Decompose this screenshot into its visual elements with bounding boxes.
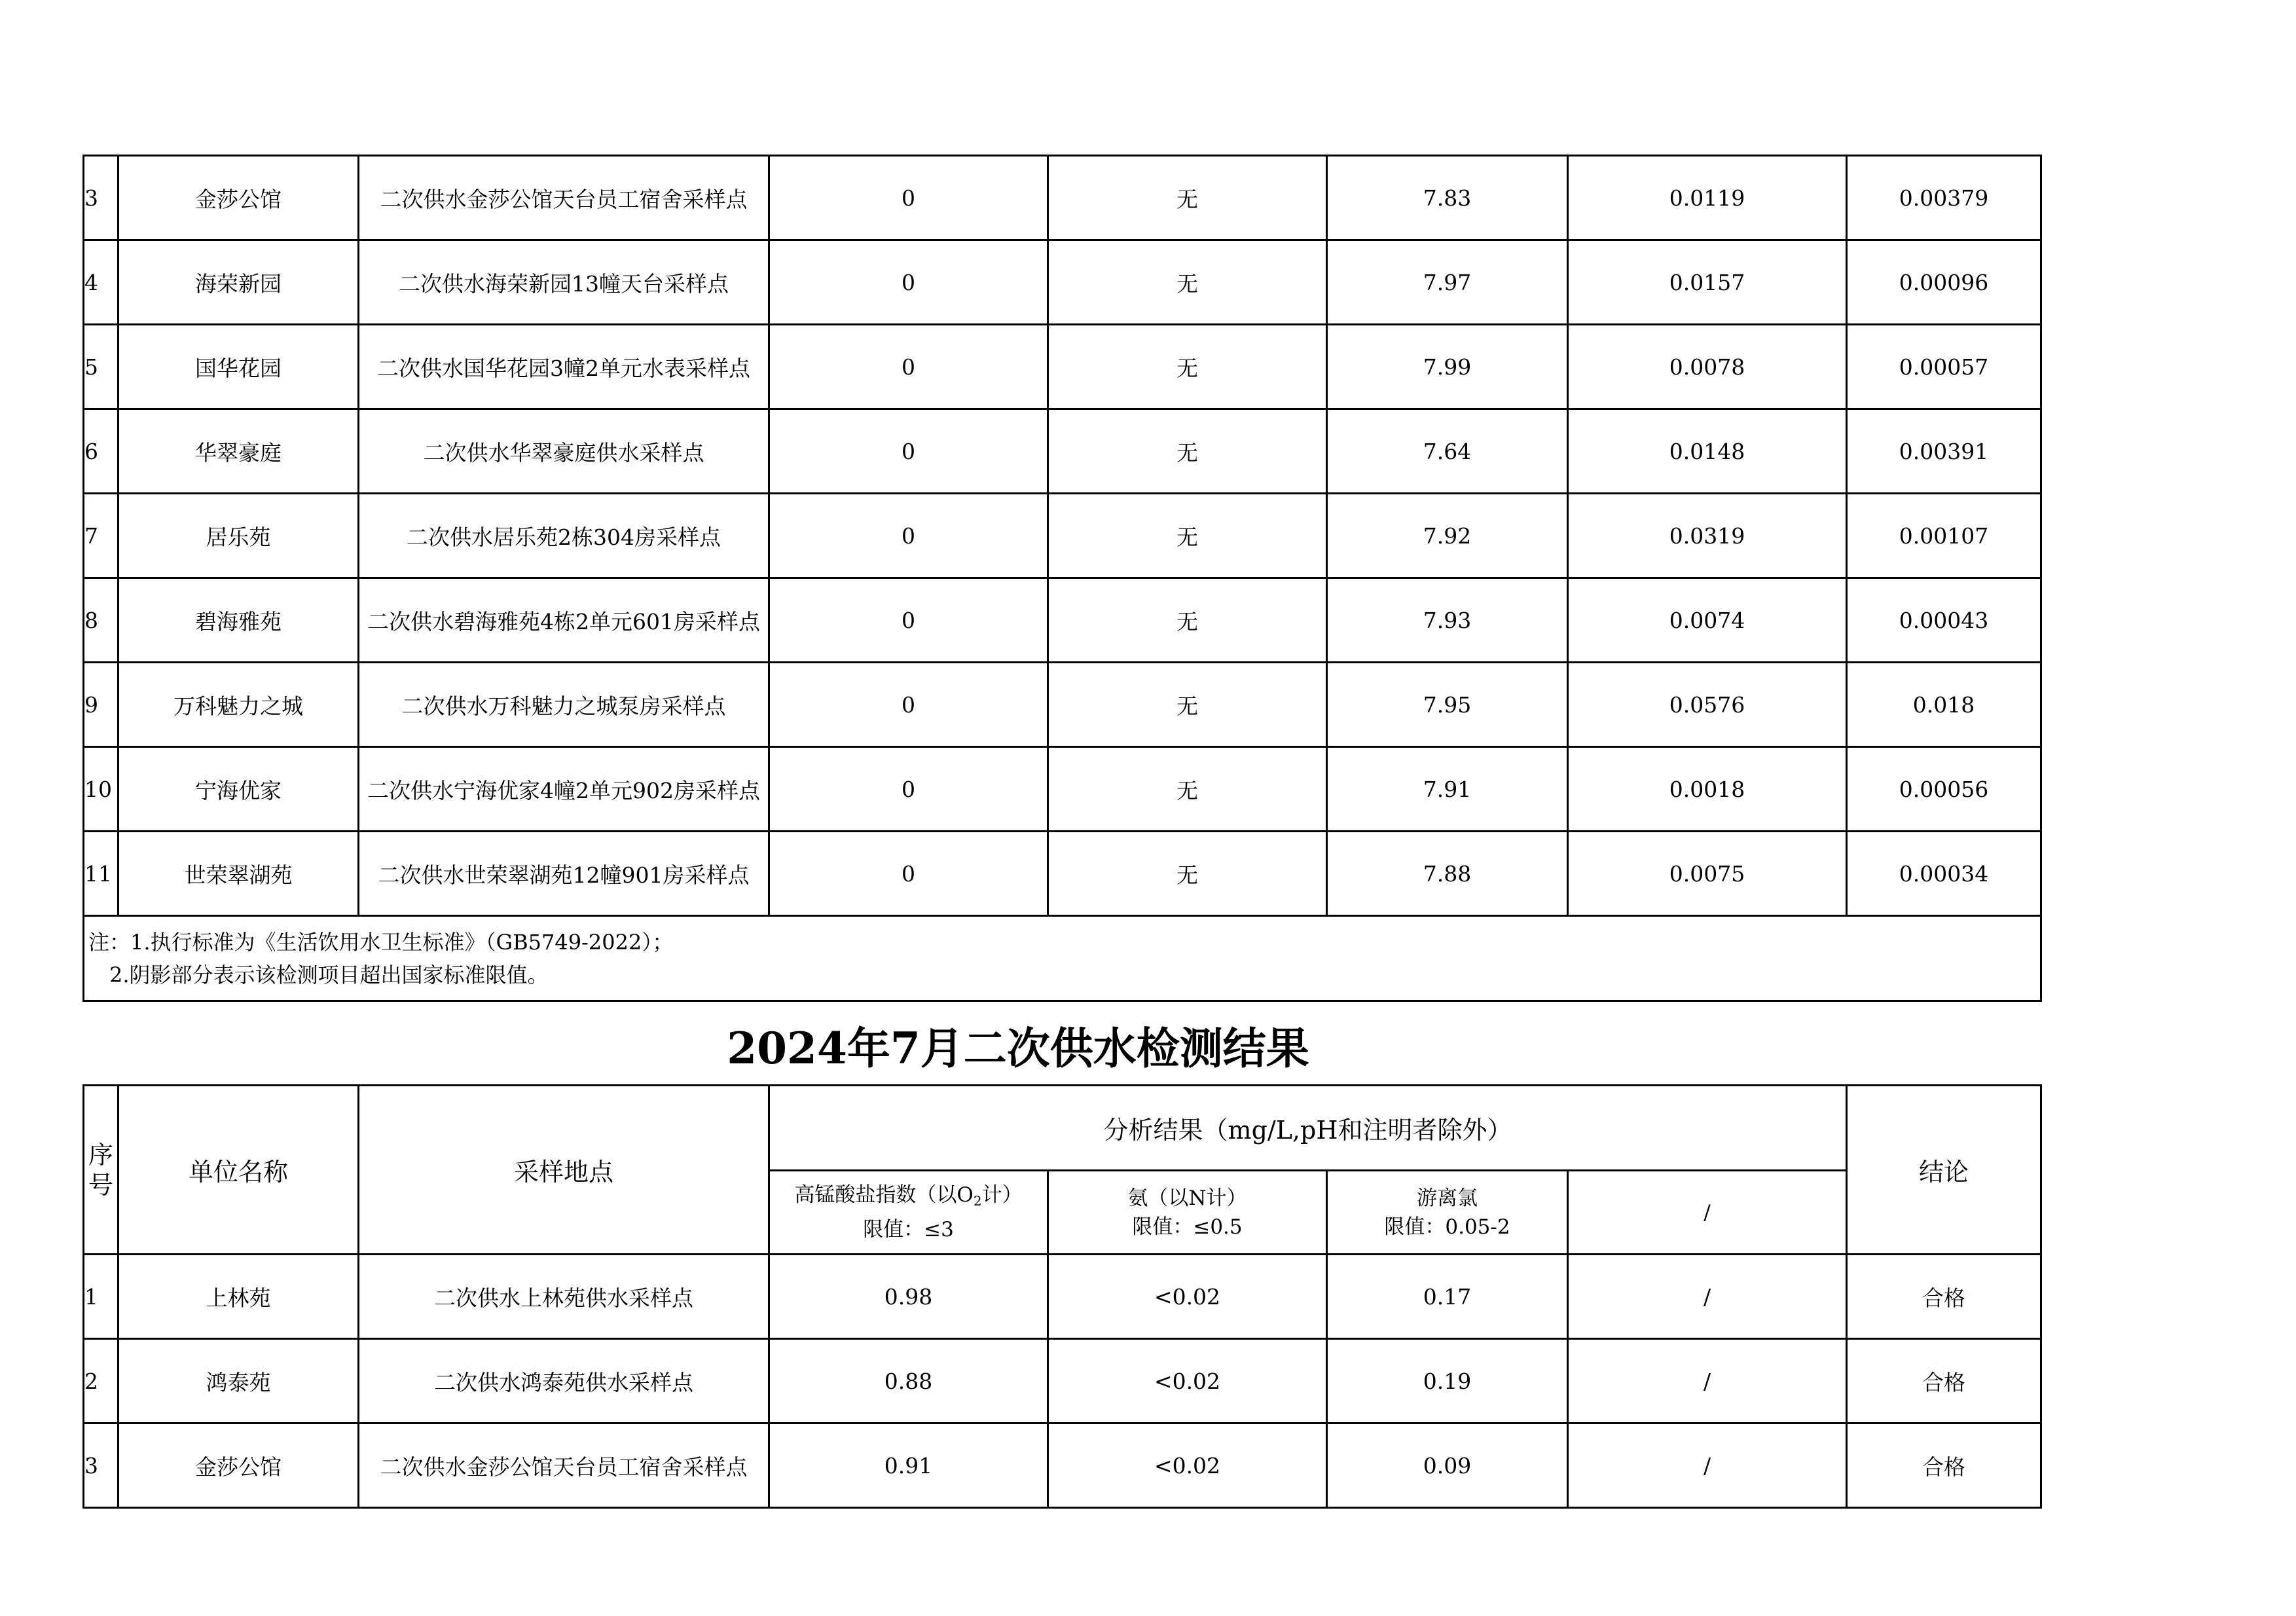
header-ammonia: 氨（以N计） 限值：≤0.5	[1048, 1171, 1327, 1255]
table-row	[84, 663, 2041, 747]
cell-c5: 0.018	[1847, 663, 2041, 747]
cell-no: 3	[84, 156, 118, 240]
cell-c4: 0.0018	[1568, 747, 1847, 832]
cell-c3: 7.93	[1327, 578, 1568, 663]
header-site: 采样地点	[359, 1086, 769, 1255]
cell-c5: 0.00056	[1847, 747, 2041, 832]
cell-no: 11	[84, 832, 118, 916]
cell-no: 6	[84, 409, 118, 494]
cell-site: 二次供水海荣新园13幢天台采样点	[359, 240, 769, 325]
cell-unit: 万科魅力之城	[118, 663, 359, 747]
header-conclusion: 结论	[1847, 1086, 2041, 1255]
cell-c1: 0	[769, 325, 1048, 409]
cell-c2: 无	[1048, 409, 1327, 494]
cell-unit: 海荣新园	[118, 240, 359, 325]
cell-other: /	[1568, 1423, 1847, 1508]
cell-c5: 0.00057	[1847, 325, 2041, 409]
cell-c1: 0	[769, 747, 1048, 832]
table-row	[84, 325, 2041, 409]
cell-no: 4	[84, 240, 118, 325]
cell-conclusion: 合格	[1847, 1339, 2041, 1423]
cell-c2: 无	[1048, 832, 1327, 916]
cell-ammonia: <0.02	[1048, 1423, 1327, 1508]
cell-c3: 7.99	[1327, 325, 1568, 409]
cell-unit: 国华花园	[118, 325, 359, 409]
table-row	[84, 409, 2041, 494]
cell-c4: 0.0074	[1568, 578, 1847, 663]
cell-unit: 金莎公馆	[118, 1423, 359, 1508]
table-row	[84, 156, 2041, 240]
cell-site: 二次供水国华花园3幢2单元水表采样点	[359, 325, 769, 409]
notes	[84, 916, 2041, 1001]
header-other: /	[1568, 1171, 1847, 1255]
cell-c3: 7.88	[1327, 832, 1568, 916]
cell-c5: 0.00043	[1847, 578, 2041, 663]
cell-site: 二次供水上林苑供水采样点	[359, 1255, 769, 1339]
cell-c4: 0.0119	[1568, 156, 1847, 240]
cell-c5: 0.00391	[1847, 409, 2041, 494]
cell-c2: 无	[1048, 325, 1327, 409]
cell-site: 二次供水华翠豪庭供水采样点	[359, 409, 769, 494]
cell-c5: 0.00096	[1847, 240, 2041, 325]
cell-c1: 0	[769, 240, 1048, 325]
cell-c4: 0.0576	[1568, 663, 1847, 747]
cell-c4: 0.0148	[1568, 409, 1847, 494]
cell-c4: 0.0319	[1568, 494, 1847, 578]
table-row	[84, 1255, 2041, 1339]
cell-c1: 0	[769, 578, 1048, 663]
cell-ammonia: <0.02	[1048, 1339, 1327, 1423]
july-results-table	[82, 1084, 2042, 1509]
cell-c2: 无	[1048, 663, 1327, 747]
cell-site: 二次供水居乐苑2栋304房采样点	[359, 494, 769, 578]
cell-ammonia: <0.02	[1048, 1255, 1327, 1339]
cell-permanganate: 0.88	[769, 1339, 1048, 1423]
cell-c3: 7.92	[1327, 494, 1568, 578]
cell-c1: 0	[769, 663, 1048, 747]
cell-c3: 7.83	[1327, 156, 1568, 240]
table-row	[84, 494, 2041, 578]
cell-no: 3	[84, 1423, 118, 1508]
cell-chlorine: 0.17	[1327, 1255, 1568, 1339]
cell-no: 2	[84, 1339, 118, 1423]
cell-no: 7	[84, 494, 118, 578]
cell-c5: 0.00379	[1847, 156, 2041, 240]
cell-no: 10	[84, 747, 118, 832]
cell-chlorine: 0.09	[1327, 1423, 1568, 1508]
cell-other: /	[1568, 1339, 1847, 1423]
cell-conclusion: 合格	[1847, 1255, 2041, 1339]
section-title: 2024年7月二次供水检测结果	[727, 1023, 1309, 1074]
cell-site: 二次供水宁海优家4幢2单元902房采样点	[359, 747, 769, 832]
cell-site: 二次供水鸿泰苑供水采样点	[359, 1339, 769, 1423]
table-row	[84, 1339, 2041, 1423]
header-permanganate: 高锰酸盐指数（以$O_2$计） 限值：≤3	[769, 1171, 1048, 1255]
table-row	[84, 747, 2041, 832]
cell-c4: 0.0078	[1568, 325, 1847, 409]
header-unit: 单位名称	[118, 1086, 359, 1255]
cell-chlorine: 0.19	[1327, 1339, 1568, 1423]
cell-unit: 鸿泰苑	[118, 1339, 359, 1423]
cell-c1: 0	[769, 156, 1048, 240]
table-row	[84, 240, 2041, 325]
cell-other: /	[1568, 1255, 1847, 1339]
cell-c3: 7.64	[1327, 409, 1568, 494]
cell-c2: 无	[1048, 747, 1327, 832]
table-row	[84, 1423, 2041, 1508]
cell-c3: 7.97	[1327, 240, 1568, 325]
cell-no: 8	[84, 578, 118, 663]
table-row	[84, 832, 2041, 916]
cell-c4: 0.0157	[1568, 240, 1847, 325]
header-free-chlorine: 游离氯 限值：0.05-2	[1327, 1171, 1568, 1255]
cell-no: 9	[84, 663, 118, 747]
cell-no: 1	[84, 1255, 118, 1339]
cell-site: 二次供水世荣翠湖苑12幢901房采样点	[359, 832, 769, 916]
cell-unit: 金莎公馆	[118, 156, 359, 240]
cell-c3: 7.91	[1327, 747, 1568, 832]
cell-c1: 0	[769, 409, 1048, 494]
cell-c4: 0.0075	[1568, 832, 1847, 916]
table-row	[84, 578, 2041, 663]
cell-c5: 0.00107	[1847, 494, 2041, 578]
cell-c2: 无	[1048, 240, 1327, 325]
cell-site: 二次供水金莎公馆天台员工宿舍采样点	[359, 1423, 769, 1508]
cell-unit: 华翠豪庭	[118, 409, 359, 494]
cell-site: 二次供水碧海雅苑4栋2单元601房采样点	[359, 578, 769, 663]
cell-c2: 无	[1048, 494, 1327, 578]
cell-unit: 宁海优家	[118, 747, 359, 832]
cell-permanganate: 0.91	[769, 1423, 1048, 1508]
cell-c1: 0	[769, 832, 1048, 916]
cell-unit: 上林苑	[118, 1255, 359, 1339]
continued-results-table	[82, 155, 2042, 1002]
cell-site: 二次供水万科魅力之城泵房采样点	[359, 663, 769, 747]
note-line-2: 2.阴影部分表示该检测项目超出国家标准限值。	[88, 962, 549, 987]
cell-unit: 世荣翠湖苑	[118, 832, 359, 916]
cell-c3: 7.95	[1327, 663, 1568, 747]
header-no: 序号	[84, 1086, 118, 1255]
cell-c2: 无	[1048, 156, 1327, 240]
note-line-1: 注：1.执行标准为《生活饮用水卫生标准》（GB5749-2022）；	[88, 929, 674, 955]
cell-unit: 居乐苑	[118, 494, 359, 578]
cell-conclusion: 合格	[1847, 1423, 2041, 1508]
cell-c2: 无	[1048, 578, 1327, 663]
header-analysis: 分析结果（mg/L,pH和注明者除外）	[769, 1086, 1847, 1171]
cell-site: 二次供水金莎公馆天台员工宿舍采样点	[359, 156, 769, 240]
cell-unit: 碧海雅苑	[118, 578, 359, 663]
cell-c5: 0.00034	[1847, 832, 2041, 916]
cell-c1: 0	[769, 494, 1048, 578]
cell-no: 5	[84, 325, 118, 409]
cell-permanganate: 0.98	[769, 1255, 1048, 1339]
